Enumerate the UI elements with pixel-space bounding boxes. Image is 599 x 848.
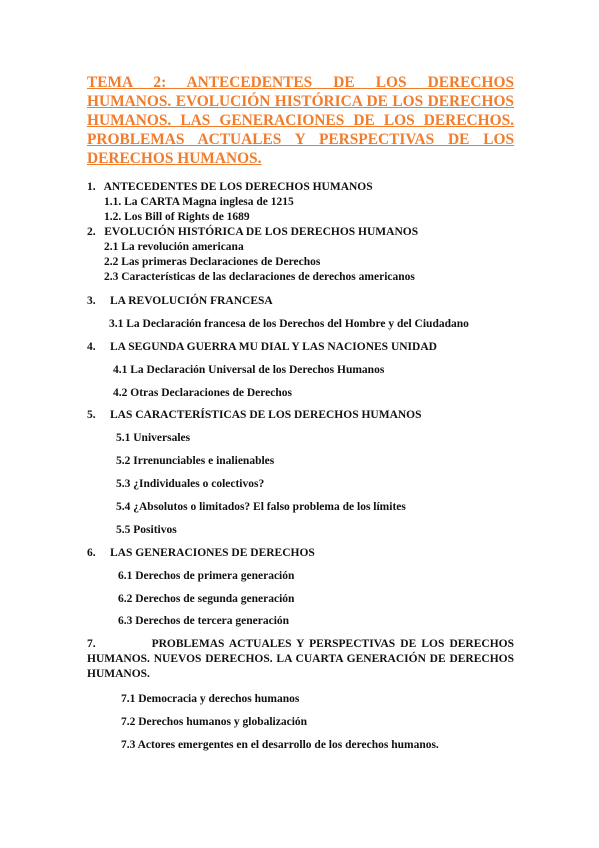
toc-item-5-3: 5.3 ¿Individuales o colectivos? (116, 478, 265, 490)
toc-item-7-3: 7.3 Actores emergentes en el desarrollo de los derechos humanos. (121, 739, 439, 751)
toc-item-7-2: 7.2 Derechos humanos y globalización (121, 716, 308, 728)
toc-item-2-3: 2.3 Características de las declaraciones de derechos americanos (104, 271, 415, 283)
toc-item-2-2: 2.2 Las primeras Declaraciones de Derechos (104, 256, 321, 268)
toc-item-4-1: 4.1 La Declaración Universal de los Derechos Humanos (113, 364, 385, 376)
toc-item-4-2: 4.2 Otras Declaraciones de Derechos (113, 387, 292, 399)
toc-item-7-1: 7.1 Democracia y derechos humanos (121, 693, 300, 705)
toc-section-6: 6. LAS GENERACIONES DE DERECHOS (87, 547, 315, 559)
toc-item-6-2: 6.2 Derechos de segunda generación (118, 593, 295, 605)
toc-section-1: 1. ANTECEDENTES DE LOS DERECHOS HUMANOS (87, 181, 373, 193)
toc-item-3-1: 3.1 La Declaración francesa de los Derechos del Hombre y del Ciudadano (109, 318, 469, 330)
toc-section-3: 3. LA REVOLUCIÓN FRANCESA (87, 295, 273, 307)
toc-item-1-2: 1.2. Los Bill of Rights de 1689 (104, 211, 250, 223)
toc-item-5-2: 5.2 Irrenunciables e inalienables (116, 455, 275, 467)
toc-item-1-1: 1.1. La CARTA Magna inglesa de 1215 (104, 196, 294, 208)
toc-section-5: 5. LAS CARACTERÍSTICAS DE LOS DERECHOS HUMANOS (87, 409, 422, 421)
document-title: TEMA 2: ANTECEDENTES DE LOS DERECHOS HUMANOS. EVOLUCIÓN HISTÓRICA DE LOS DERECHOS HUMANOS. LAS GENERACIONES DE LOS DERECHOS. PROBLEMAS ACTUALES Y PERSPECTIVAS DE LOS DERECHOS HUMANOS. (87, 74, 514, 167)
toc-section-7: 7. PROBLEMAS ACTUALES Y PERSPECTIVAS DE LOS DERECHOS HUMANOS. NUEVOS DERECHOS. LA CUARTA GENERACIÓN DE DERECHOS HUMANOS. (87, 638, 517, 680)
toc-item-6-3: 6.3 Derechos de tercera generación (118, 615, 290, 627)
toc-section-2: 2. EVOLUCIÓN HISTÓRICA DE LOS DERECHOS HUMANOS (87, 226, 419, 238)
toc-item-6-1: 6.1 Derechos de primera generación (118, 570, 295, 582)
toc-item-2-1: 2.1 La revolución americana (104, 241, 244, 253)
toc-item-5-5: 5.5 Positivos (116, 524, 177, 536)
toc-item-5-1: 5.1 Universales (116, 432, 191, 444)
toc-item-5-4: 5.4 ¿Absolutos o limitados? El falso problema de los límites (116, 501, 406, 513)
toc-section-4: 4. LA SEGUNDA GUERRA MU DIAL Y LAS NACIONES UNIDAD (87, 341, 437, 353)
